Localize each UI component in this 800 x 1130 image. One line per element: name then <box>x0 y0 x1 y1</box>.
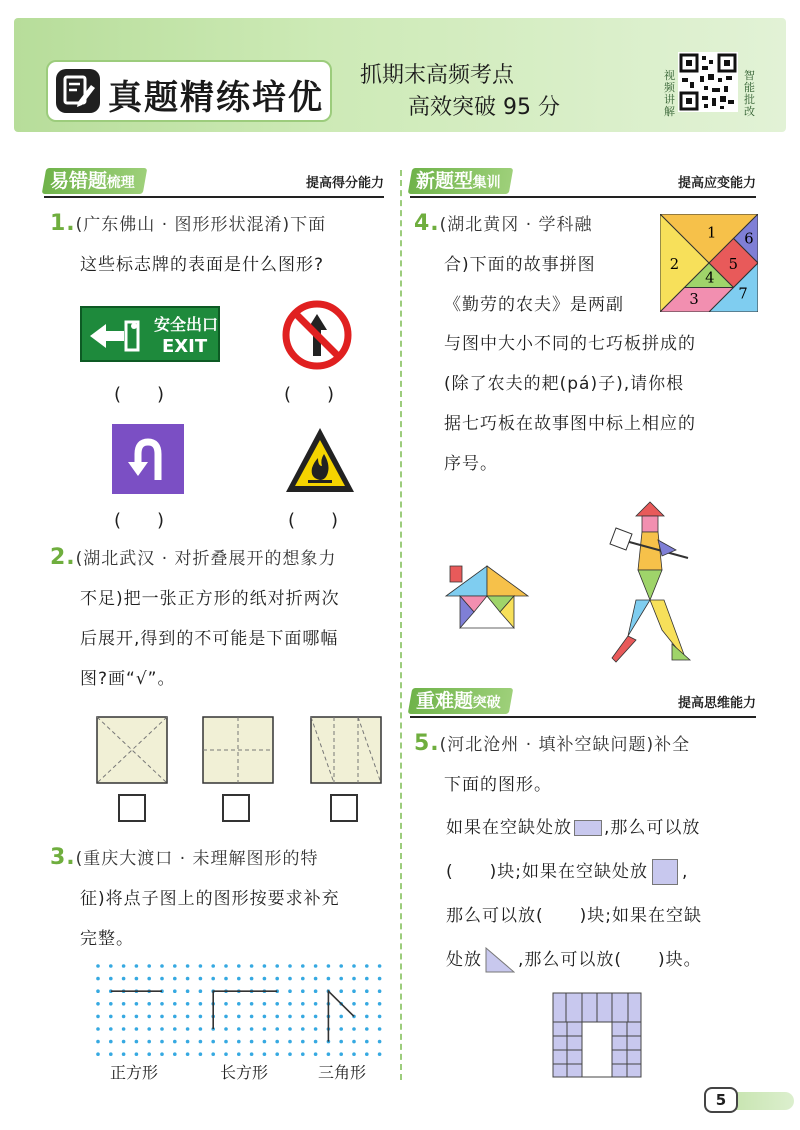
section-goal: 提高得分能力 <box>305 176 384 191</box>
grid-dot <box>352 977 356 981</box>
grid-dot <box>96 1040 100 1044</box>
grid-dot <box>173 989 177 993</box>
grid-dot <box>378 1015 382 1019</box>
grid-dot <box>122 1002 126 1006</box>
grid-dot <box>147 1040 151 1044</box>
fire-warning-sign-icon <box>282 424 358 496</box>
grid-dot <box>365 989 369 993</box>
grid-dot <box>186 1015 190 1019</box>
grid-dot <box>314 1015 318 1019</box>
grid-dot <box>109 1052 113 1056</box>
grid-dot <box>275 1052 279 1056</box>
tangram-label-6: 6 <box>744 230 754 248</box>
grid-dot <box>250 1040 254 1044</box>
grid-dot <box>122 1052 126 1056</box>
grid-dot <box>122 1015 126 1019</box>
grid-dot <box>378 989 382 993</box>
grid-dot <box>365 977 369 981</box>
grid-dot <box>186 964 190 968</box>
grid-dot <box>378 1002 382 1006</box>
grid-dot <box>263 1002 267 1006</box>
label-triangle: 三角形 <box>318 1063 367 1082</box>
grid-dot <box>250 964 254 968</box>
grid-dot <box>96 1027 100 1031</box>
section-header-difficult <box>410 688 756 714</box>
question-number: 4. <box>414 211 440 236</box>
grid-dot <box>173 964 177 968</box>
grid-dot <box>352 989 356 993</box>
grid-dot <box>135 1002 139 1006</box>
question-number: 1. <box>50 211 76 236</box>
grid-dot <box>199 989 203 993</box>
grid-dot <box>186 1002 190 1006</box>
grid-dot <box>211 1052 215 1056</box>
grid-dot <box>109 1040 113 1044</box>
header-subtitle-2: 高效突破 95 分 <box>408 95 560 120</box>
grid-dot <box>135 964 139 968</box>
grid-dot <box>327 977 331 981</box>
grid-dot <box>160 1027 164 1031</box>
grid-dot <box>224 977 228 981</box>
grid-dot <box>352 1002 356 1006</box>
grid-dot <box>211 964 215 968</box>
grid-dot <box>327 1052 331 1056</box>
grid-dot <box>263 964 267 968</box>
grid-dot <box>314 964 318 968</box>
grid-dot <box>275 1015 279 1019</box>
grid-dot <box>224 1027 228 1031</box>
answer-blank[interactable]: 那么可以放( )块;如果在空缺 <box>446 906 702 926</box>
u-turn-sign-icon <box>112 424 184 494</box>
grid-dot <box>339 1052 343 1056</box>
question-number: 5. <box>414 731 440 756</box>
grid-dot <box>314 989 318 993</box>
qr-right-text: 智能批改 <box>744 69 755 118</box>
qr-code-icon[interactable] <box>678 52 754 116</box>
grid-dot <box>160 1002 164 1006</box>
grid-dot <box>173 1027 177 1031</box>
grid-dot <box>160 1052 164 1056</box>
gap-shape-diagram <box>552 992 642 1078</box>
grid-dot <box>199 1015 203 1019</box>
tangram-label-1: 1 <box>707 224 717 242</box>
grid-dot <box>378 964 382 968</box>
grid-dot <box>224 1052 228 1056</box>
grid-dot <box>327 964 331 968</box>
grid-dot <box>365 1027 369 1031</box>
grid-dot <box>301 964 305 968</box>
section-tag: 易错题梳理 <box>42 168 148 194</box>
grid-dot <box>173 1015 177 1019</box>
grid-dot <box>135 1027 139 1031</box>
page-number: 5 <box>704 1087 738 1113</box>
grid-dot <box>122 1040 126 1044</box>
grid-dot <box>224 1002 228 1006</box>
answer-blank[interactable]: ( ) <box>114 510 165 531</box>
grid-dot <box>378 1027 382 1031</box>
question-5-body: 如果在空缺处放 ,那么可以放 ( )块;如果在空缺处放 , 那么可以放( )块;如果在空缺 处放 ,那么可以放( )块。 <box>446 806 766 982</box>
grid-dot <box>263 1015 267 1019</box>
question-5: 5.(河北沧州 · 填补空缺问题)补全 下面的图形。 <box>414 731 691 795</box>
grid-dot <box>147 1002 151 1006</box>
grid-dot <box>352 964 356 968</box>
fold-option-c <box>310 716 382 784</box>
grid-dot <box>237 1052 241 1056</box>
grid-dot <box>378 977 382 981</box>
grid-dot <box>378 1040 382 1044</box>
grid-dot <box>275 977 279 981</box>
answer-blank[interactable]: ( )块;如果在空缺处放 <box>446 862 648 882</box>
grid-dot <box>275 1040 279 1044</box>
grid-dot <box>301 1027 305 1031</box>
grid-dot <box>160 977 164 981</box>
grid-dot <box>288 1052 292 1056</box>
grid-dot <box>199 1040 203 1044</box>
grid-dot <box>199 1002 203 1006</box>
fold-option-a <box>96 716 168 784</box>
header-subtitle-1: 抓期末高频考点 <box>360 63 515 88</box>
grid-dot <box>147 1015 151 1019</box>
grid-dot <box>263 1027 267 1031</box>
grid-dot <box>339 1015 343 1019</box>
grid-dot <box>109 1027 113 1031</box>
grid-dot <box>186 1027 190 1031</box>
no-straight-sign-icon <box>282 300 352 370</box>
dot-grid[interactable] <box>94 962 390 1058</box>
grid-dot <box>314 1002 318 1006</box>
tangram-label-7: 7 <box>738 285 748 303</box>
grid-dot <box>314 1027 318 1031</box>
grid-dot <box>263 1052 267 1056</box>
grid-dot <box>237 1002 241 1006</box>
section-header-mistakes <box>44 168 384 194</box>
grid-dot <box>224 964 228 968</box>
grid-dot <box>365 1015 369 1019</box>
grid-dot <box>352 1027 356 1031</box>
grid-dot <box>314 977 318 981</box>
grid-dot <box>339 989 343 993</box>
grid-dot <box>211 1040 215 1044</box>
tangram-label-4: 4 <box>705 269 715 287</box>
answer-blank[interactable]: ( ) <box>288 510 339 531</box>
grid-dot <box>288 1015 292 1019</box>
answer-blank[interactable]: ( ) <box>114 384 165 405</box>
grid-dot <box>237 1015 241 1019</box>
grid-dot <box>314 1040 318 1044</box>
grid-dot <box>160 1015 164 1019</box>
grid-dot <box>263 1040 267 1044</box>
grid-dot <box>199 1052 203 1056</box>
grid-dot <box>339 977 343 981</box>
grid-dot <box>160 964 164 968</box>
section-goal: 提高思维能力 <box>677 696 756 711</box>
grid-dot <box>160 1040 164 1044</box>
grid-dot <box>109 977 113 981</box>
grid-dot <box>173 1040 177 1044</box>
grid-dot <box>301 1015 305 1019</box>
fold-option-b <box>202 716 274 784</box>
grid-dot <box>250 1015 254 1019</box>
qr-left-text: 视频讲解 <box>664 69 675 118</box>
grid-dot <box>288 1027 292 1031</box>
grid-dot <box>352 1052 356 1056</box>
section-header-new-types <box>410 168 756 194</box>
pencil-icon <box>56 69 100 113</box>
question-4: 4.(湖北黄冈 · 学科融 合)下面的故事拼图 《勤劳的农夫》是两副 <box>414 211 624 315</box>
header-banner <box>14 18 786 132</box>
grid-dot <box>199 1027 203 1031</box>
answer-blank[interactable]: ( ) <box>284 384 335 405</box>
answer-checkbox-c[interactable] <box>330 794 358 822</box>
grid-dot <box>237 1027 241 1031</box>
label-square: 正方形 <box>110 1063 159 1082</box>
grid-dot <box>301 1002 305 1006</box>
grid-dot <box>199 964 203 968</box>
grid-dot <box>173 1052 177 1056</box>
grid-dot <box>147 1027 151 1031</box>
grid-dot <box>365 964 369 968</box>
grid-dot <box>365 1040 369 1044</box>
question-number: 3. <box>50 845 76 870</box>
grid-dot <box>301 1040 305 1044</box>
grid-dot <box>250 1052 254 1056</box>
grid-dot <box>186 977 190 981</box>
tangram-label-3: 3 <box>689 291 699 309</box>
grid-dot <box>250 1002 254 1006</box>
section-tag: 重难题突破 <box>408 688 514 714</box>
grid-dot <box>250 1027 254 1031</box>
grid-dot <box>378 1052 382 1056</box>
grid-dot <box>199 977 203 981</box>
triangle-tile-icon <box>485 947 515 973</box>
grid-dot <box>135 977 139 981</box>
rectangle-tile-icon <box>574 820 602 836</box>
grid-dot <box>147 977 151 981</box>
tangram-farmer-image[interactable] <box>602 500 698 668</box>
grid-dot <box>365 1052 369 1056</box>
question-1: 1.(广东佛山 · 图形形状混淆)下面 这些标志牌的表面是什么图形? <box>50 211 327 275</box>
grid-dot <box>339 1040 343 1044</box>
grid-dot <box>173 1002 177 1006</box>
grid-dot <box>339 1027 343 1031</box>
grid-dot <box>109 964 113 968</box>
answer-blank[interactable]: ,那么可以放( )块。 <box>518 950 702 970</box>
exit-sign-image: 安全出口 EXIT <box>80 306 220 362</box>
grid-dot <box>314 1052 318 1056</box>
grid-dot <box>96 977 100 981</box>
grid-dot <box>173 977 177 981</box>
tangram-house-image[interactable] <box>444 562 530 632</box>
grid-dot <box>186 989 190 993</box>
question-3: 3.(重庆大渡口 · 未理解图形的特 征)将点子图上的图形按要求补充 完整。 <box>50 845 340 949</box>
grid-dot <box>186 1040 190 1044</box>
grid-dot <box>288 1040 292 1044</box>
question-2: 2.(湖北武汉 · 对折叠展开的想象力 不足)把一张正方形的纸对折两次 后展开,得到的不可能是下面哪幅 图?画“√”。 <box>50 545 340 689</box>
grid-dot <box>135 1052 139 1056</box>
grid-dot <box>109 1002 113 1006</box>
grid-dot <box>301 1052 305 1056</box>
grid-dot <box>224 1015 228 1019</box>
answer-checkbox-a[interactable] <box>118 794 146 822</box>
grid-dot <box>96 989 100 993</box>
grid-dot <box>288 964 292 968</box>
grid-dot <box>275 964 279 968</box>
question-number: 2. <box>50 545 76 570</box>
tangram-diagram <box>660 214 758 312</box>
section-tag: 新题型集训 <box>408 168 514 194</box>
partial-rectangle-edge <box>213 991 277 1029</box>
grid-dot <box>96 1002 100 1006</box>
grid-dot <box>96 1015 100 1019</box>
tangram-label-5: 5 <box>728 255 738 273</box>
grid-dot <box>109 1015 113 1019</box>
section-goal: 提高应变能力 <box>677 176 756 191</box>
grid-dot <box>365 1002 369 1006</box>
grid-dot <box>147 1052 151 1056</box>
grid-dot <box>96 964 100 968</box>
tangram-label-2: 2 <box>669 255 680 273</box>
grid-dot <box>352 1040 356 1044</box>
grid-dot <box>135 1040 139 1044</box>
grid-dot <box>147 964 151 968</box>
grid-dot <box>288 977 292 981</box>
page-title: 真题精练培优 <box>108 78 324 118</box>
grid-dot <box>275 1027 279 1031</box>
answer-checkbox-b[interactable] <box>222 794 250 822</box>
square-tile-icon <box>652 859 678 885</box>
grid-dot <box>301 977 305 981</box>
grid-dot <box>263 977 267 981</box>
grid-dot <box>122 1027 126 1031</box>
grid-dot <box>224 1040 228 1044</box>
column-divider <box>400 170 402 1080</box>
grid-dot <box>96 1052 100 1056</box>
grid-dot <box>135 1015 139 1019</box>
label-rectangle: 长方形 <box>220 1063 269 1082</box>
grid-dot <box>275 1002 279 1006</box>
grid-dot <box>122 977 126 981</box>
grid-dot <box>301 989 305 993</box>
grid-dot <box>237 977 241 981</box>
grid-dot <box>186 1052 190 1056</box>
grid-dot <box>211 977 215 981</box>
grid-dot <box>339 964 343 968</box>
grid-dot <box>237 964 241 968</box>
header-title-box <box>46 60 332 122</box>
grid-dot <box>250 977 254 981</box>
grid-dot <box>288 1002 292 1006</box>
exit-arrow-icon <box>84 310 144 362</box>
grid-dot <box>288 989 292 993</box>
grid-dot <box>122 964 126 968</box>
question-4-continued: 与图中大小不同的七巧板拼成的 (除了农夫的耙(pá)子),请你根 据七巧板在故事图中标上相应的 序号。 <box>444 334 696 474</box>
grid-dot <box>237 1040 241 1044</box>
